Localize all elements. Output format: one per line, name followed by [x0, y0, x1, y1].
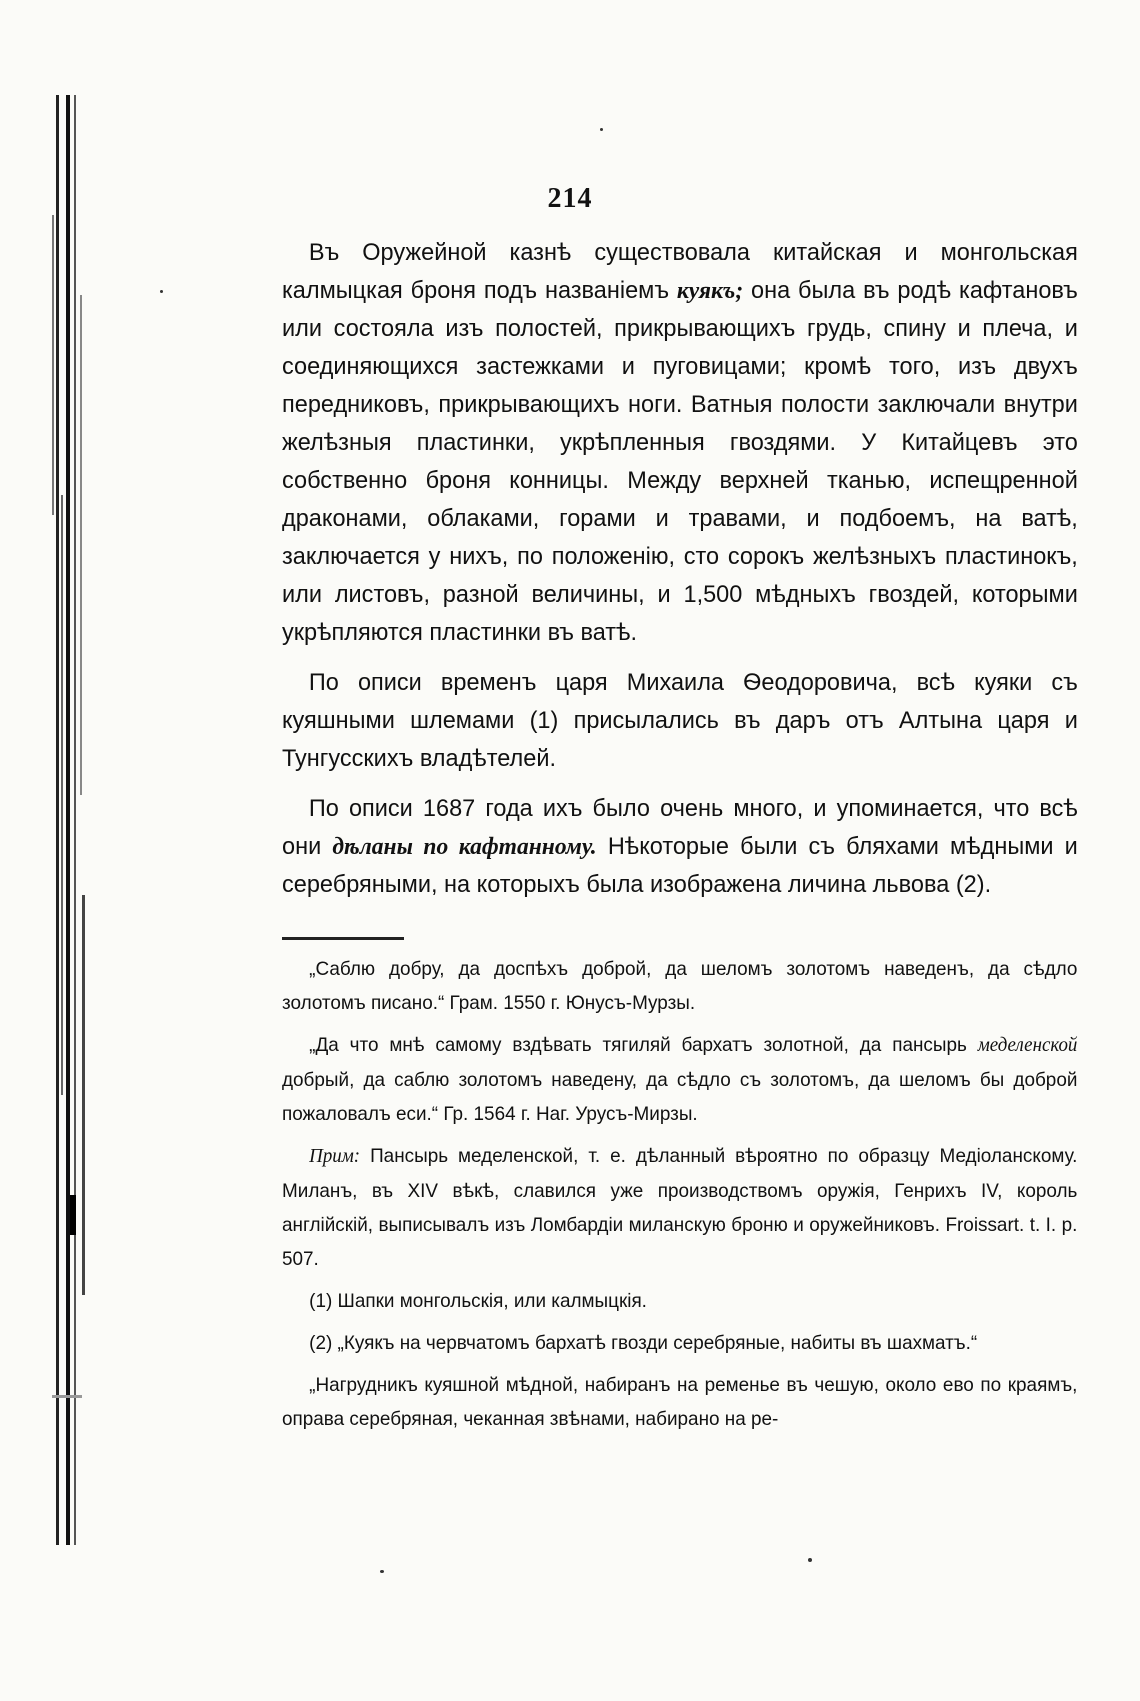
term-medelenskoy: меделенской — [977, 1035, 1078, 1056]
footnote-2: (2) „Куякъ на червчатомъ бархатѣ гвозди серебряные, набиты въ шахматъ.“ — [309, 1332, 978, 1354]
term-kaftan: дѣланы по кафтанному. — [332, 833, 597, 860]
ink-speck — [160, 290, 163, 293]
footnote-1: (1) Шапки монгольскія, или калмыцкія. — [309, 1290, 647, 1312]
page-number: 214 — [547, 183, 593, 214]
ink-speck — [380, 1570, 384, 1573]
term-kuyak: куякъ; — [676, 277, 744, 304]
paragraph-inventory-1687: По описи 1687 года ихъ было очень много, и упоминается, что всѣ они дѣланы по кафтанному. Нѣкоторые были съ бляхами мѣдными и серебряными, на которыхъ была изображена личина львова (2). — [282, 795, 1078, 898]
ink-speck — [808, 1558, 812, 1562]
paragraph-armor-kuyak: Въ Оружейной казнѣ существовала китайская и монгольская калмыцкая броня подъ названіемъ куякъ; она была въ родѣ кафтановъ или состояла изъ полостей, прикрывающихъ грудь, спину и плеча, и соединяющихся застежками и пуговицами; кромѣ того, изъ двухъ передниковъ, прикрывающихъ ноги. Ватныя полости заключали внутри желѣзныя пластинки, укрѣпленныя гвоздями. У Китайцевъ это собственно броня конницы. Между верхней тканью, испещренной драконами, облаками, горами и травами, и подбоемъ, на ватѣ, заключается у нихъ, по положенію, сто сорокъ желѣзныхъ пластинокъ, или листовъ, разной величины, и 1,500 мѣдныхъ гвоздей, которыми укрѣпляются пластинки въ ватѣ. — [282, 239, 1078, 646]
main-text — [282, 234, 1078, 916]
binding-edge-shadow — [52, 95, 88, 1545]
ink-speck — [600, 128, 603, 131]
footnote-breastplate: „Нагрудникъ куяшной мѣдной, набиранъ на ременье въ чешую, около ево по краямъ, оправа серебряная, чеканная звѣнами, набирано на ре- — [282, 1374, 1078, 1430]
paragraph-inventory-mikhail: По описи временъ царя Михаила Ѳеодоровича, всѣ куяки съ куяшными шлемами (1) присылались въ даръ отъ Алтына царя и Тунгусскихъ владѣтелей. — [282, 669, 1078, 772]
footnotes — [282, 952, 1078, 1444]
footnote-separator — [282, 937, 404, 940]
footnote-gramota-1550: „Саблю добру, да доспѣхъ доброй, да шеломъ золотомъ наведенъ, да сѣдло золотомъ писано.“ Грам. 1550 г. Юнусъ-Мурзы. — [282, 958, 1078, 1014]
remark-label: Прим: — [309, 1146, 361, 1167]
footnote-remark: Прим: Пансырь меделенской, т. е. дѣланный вѣроятно по образцу Медіоланскому. Миланъ, въ XIV вѣкѣ, славился уже производствомъ оружія, Генрихъ IV, король англійскій, выписывалъ изъ Ломбардіи миланскую броню и оружейниковъ. Froissart. t. I. p. 507. — [282, 1145, 1078, 1270]
footnote-gramota-1564: „Да что мнѣ самому вздѣвать тягиляй бархатъ золотной, да пансырь меделенской добрый, да саблю золотомъ наведену, да сѣдло съ золотомъ, да шеломъ бы доброй пожаловалъ еси.“ Гр. 1564 г. Наг. Урусъ-Мирзы. — [282, 1034, 1078, 1125]
